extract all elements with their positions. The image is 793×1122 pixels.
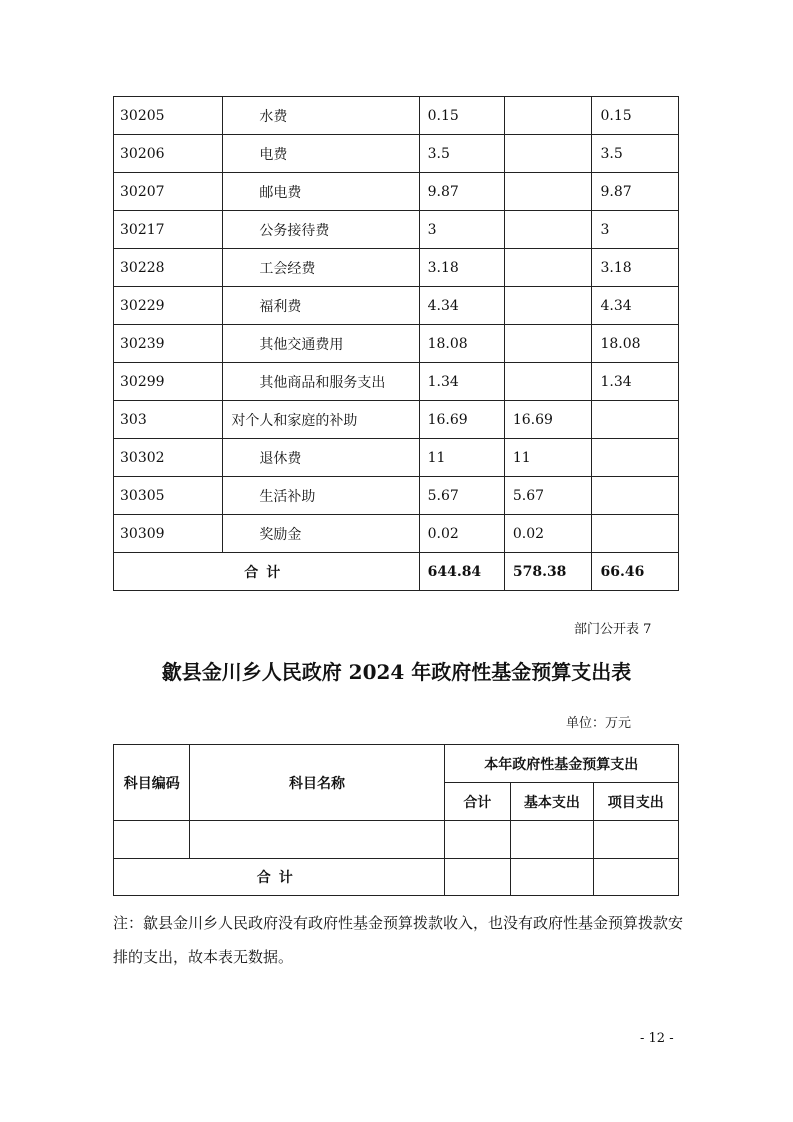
header-code: 科目编码	[114, 745, 190, 821]
table-row	[114, 173, 679, 211]
fund-total-label: 合计	[114, 859, 445, 896]
expenditure-table	[113, 96, 679, 591]
row-basic	[504, 97, 592, 135]
row-project: 3.5	[592, 135, 679, 173]
unit-label: 单位：万元	[566, 716, 632, 731]
row-code: 30302	[114, 439, 223, 477]
row-name: 其他交通费用	[223, 325, 419, 363]
row-basic	[504, 249, 592, 287]
row-code: 30205	[114, 97, 223, 135]
fund-project-cell	[593, 859, 678, 896]
header-total: 合计	[444, 783, 511, 821]
row-project: 9.87	[592, 173, 679, 211]
row-basic	[504, 173, 592, 211]
row-basic	[504, 325, 592, 363]
row-name: 生活补助	[223, 477, 419, 515]
row-code: 30299	[114, 363, 223, 401]
row-total: 16.69	[419, 401, 504, 439]
empty-cell	[444, 821, 511, 859]
page-number: - 12 -	[640, 1031, 674, 1046]
row-basic	[504, 211, 592, 249]
fund-total-row	[114, 859, 679, 896]
row-basic: 5.67	[504, 477, 592, 515]
row-basic	[504, 363, 592, 401]
empty-cell	[511, 821, 593, 859]
row-name: 邮电费	[223, 173, 419, 211]
row-basic: 11	[504, 439, 592, 477]
fund-budget-table	[113, 744, 679, 896]
expenditure-table-body	[114, 97, 679, 553]
row-code: 30206	[114, 135, 223, 173]
row-code: 303	[114, 401, 223, 439]
row-total: 4.34	[419, 287, 504, 325]
header-basic: 基本支出	[511, 783, 593, 821]
row-total: 5.67	[419, 477, 504, 515]
row-total: 9.87	[419, 173, 504, 211]
row-basic: 16.69	[504, 401, 592, 439]
table-row	[114, 401, 679, 439]
row-total: 0.15	[419, 97, 504, 135]
total-project: 66.46	[592, 553, 679, 591]
row-code: 30217	[114, 211, 223, 249]
total-sum: 644.84	[419, 553, 504, 591]
row-name: 其他商品和服务支出	[223, 363, 419, 401]
empty-cell	[190, 821, 444, 859]
table-row	[114, 287, 679, 325]
row-code: 30309	[114, 515, 223, 553]
row-project: 0.15	[592, 97, 679, 135]
page-title: 歙县金川乡人民政府 2024 年政府性基金预算支出表	[161, 660, 632, 684]
row-code: 30305	[114, 477, 223, 515]
table-row	[114, 97, 679, 135]
row-project: 1.34	[592, 363, 679, 401]
empty-row	[114, 821, 679, 859]
row-project	[592, 401, 679, 439]
table-row	[114, 363, 679, 401]
row-total: 3	[419, 211, 504, 249]
row-project	[592, 439, 679, 477]
row-total: 0.02	[419, 515, 504, 553]
header-name: 科目名称	[190, 745, 444, 821]
row-total: 3.5	[419, 135, 504, 173]
table-row	[114, 515, 679, 553]
row-total: 11	[419, 439, 504, 477]
header-project: 项目支出	[593, 783, 678, 821]
row-basic	[504, 287, 592, 325]
row-name: 福利费	[223, 287, 419, 325]
row-project	[592, 515, 679, 553]
row-name: 电费	[223, 135, 419, 173]
row-code: 30228	[114, 249, 223, 287]
table-row	[114, 211, 679, 249]
empty-cell	[114, 821, 190, 859]
fund-total-cell	[444, 859, 511, 896]
header-group: 本年政府性基金预算支出	[444, 745, 678, 783]
row-name: 公务接待费	[223, 211, 419, 249]
row-basic	[504, 135, 592, 173]
public-table-note: 部门公开表 7	[574, 622, 652, 637]
table-row	[114, 249, 679, 287]
row-basic: 0.02	[504, 515, 592, 553]
total-label: 合计	[114, 553, 420, 591]
row-name: 水费	[223, 97, 419, 135]
row-code: 30229	[114, 287, 223, 325]
row-code: 30207	[114, 173, 223, 211]
row-total: 1.34	[419, 363, 504, 401]
row-code: 30239	[114, 325, 223, 363]
table-row	[114, 135, 679, 173]
row-project: 4.34	[592, 287, 679, 325]
row-total: 3.18	[419, 249, 504, 287]
table-row	[114, 477, 679, 515]
row-name: 退休费	[223, 439, 419, 477]
total-basic: 578.38	[504, 553, 592, 591]
table-row	[114, 439, 679, 477]
row-name: 对个人和家庭的补助	[223, 401, 419, 439]
row-project: 3	[592, 211, 679, 249]
empty-cell	[593, 821, 678, 859]
table-row	[114, 325, 679, 363]
header-row-1	[114, 745, 679, 783]
row-project: 3.18	[592, 249, 679, 287]
row-total: 18.08	[419, 325, 504, 363]
row-name: 工会经费	[223, 249, 419, 287]
row-name: 奖励金	[223, 515, 419, 553]
total-row	[114, 553, 679, 591]
footnote: 注：歙县金川乡人民政府没有政府性基金预算拨款收入，也没有政府性基金预算拨款安排的支出，故本表无数据。	[113, 914, 684, 966]
fund-basic-cell	[511, 859, 593, 896]
row-project: 18.08	[592, 325, 679, 363]
row-project	[592, 477, 679, 515]
